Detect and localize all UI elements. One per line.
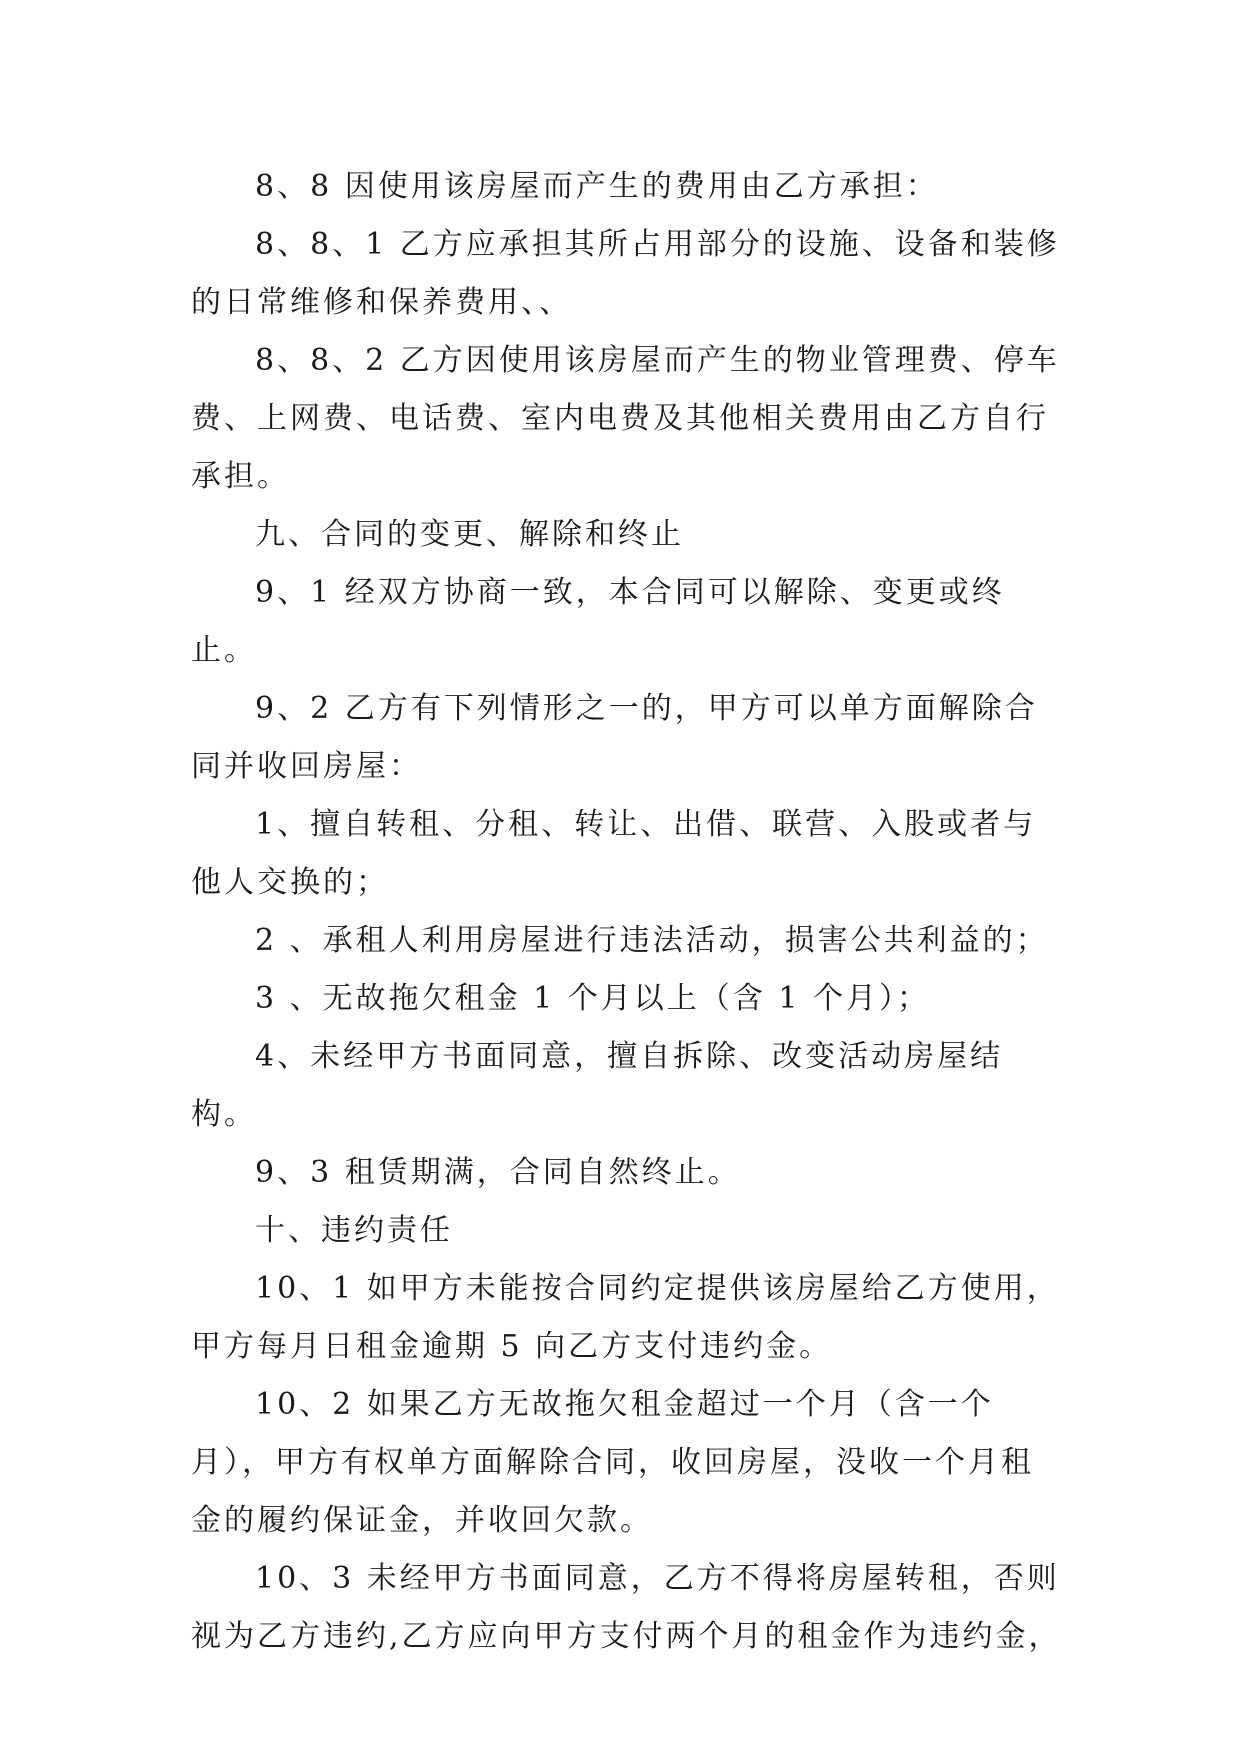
paragraph-9-3: 9、3 租赁期满，合同自然终止。 bbox=[255, 1155, 741, 1190]
list-item-3: 3 、无故拖欠租金 1 个月以上（含 1 个月）； bbox=[255, 981, 930, 1016]
paragraph-8-8-2: 8、8、2 乙方因使用该房屋而产生的物业管理费、停车费、上网费、电话费、室内电费及其他相关费用由乙方自行承担。 bbox=[191, 343, 1060, 494]
paragraph-10-1: 10、1 如甲方未能按合同约定提供该房屋给乙方使用，甲方每月日租金逾期 5 向乙方支付违约金。 bbox=[191, 1271, 1060, 1364]
paragraph-10-3: 10、3 未经甲方书面同意，乙方不得将房屋转租，否则视为乙方违约,乙方应向甲方支付两个月的租金作为违约金， bbox=[191, 1561, 1062, 1654]
document-body bbox=[191, 158, 1063, 1666]
heading-section-10: 十、违约责任 bbox=[255, 1213, 453, 1248]
paragraph-9-2: 9、2 乙方有下列情形之一的，甲方可以单方面解除合同并收回房屋： bbox=[191, 691, 1038, 784]
list-item-1: 1、擅自转租、分租、转让、出借、联营、入股或者与他人交换的； bbox=[191, 807, 1037, 900]
list-item-2: 2 、承租人利用房屋进行违法活动，损害公共利益的； bbox=[255, 923, 1049, 958]
paragraph-9-1: 9、1 经双方协商一致，本合同可以解除、变更或终止。 bbox=[191, 575, 1005, 668]
heading-section-9: 九、合同的变更、解除和终止 bbox=[255, 517, 684, 552]
list-item-4: 4、未经甲方书面同意，擅自拆除、改变活动房屋结构。 bbox=[191, 1039, 1004, 1132]
paragraph-8-8-1: 8、8、1 乙方应承担其所占用部分的设施、设备和装修的日常维修和保养费用、、 bbox=[191, 227, 1060, 320]
paragraph-8-8: 8、8 因使用该房屋而产生的费用由乙方承担： bbox=[255, 169, 939, 204]
paragraph-10-2: 10、2 如果乙方无故拖欠租金超过一个月（含一个月），甲方有权单方面解除合同，收回房屋，没收一个月租金的履约保证金，并收回欠款。 bbox=[191, 1387, 1034, 1538]
